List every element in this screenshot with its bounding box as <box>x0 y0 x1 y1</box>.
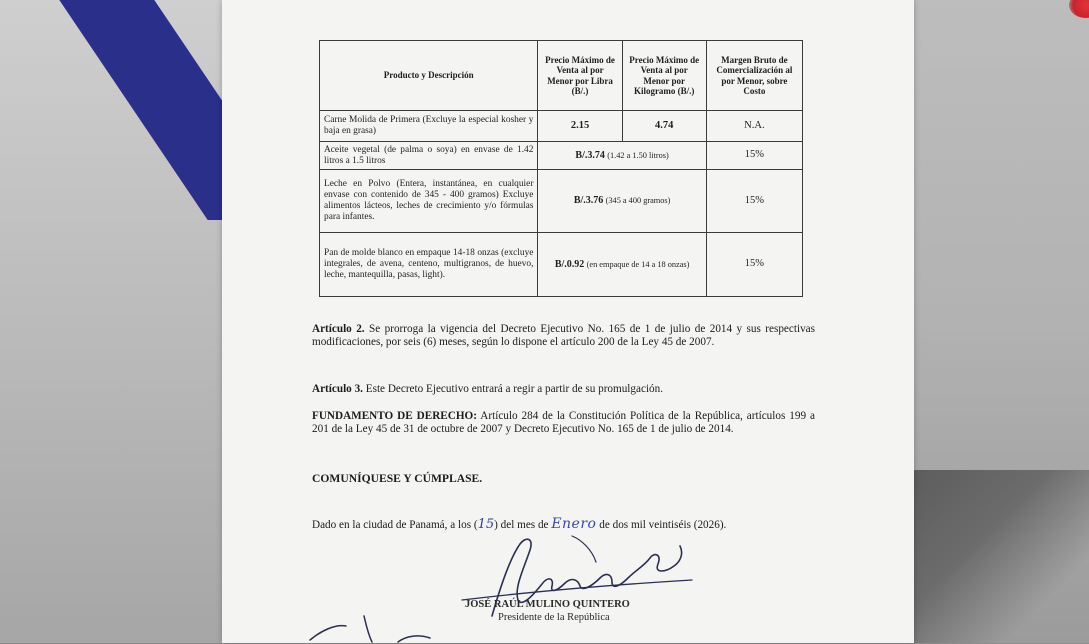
header-margin: Margen Bruto de Comercialización al por Menor, sobre Costo <box>706 41 802 111</box>
background-red-accent <box>1069 0 1089 18</box>
row-margin: 15% <box>706 142 802 170</box>
row-price-libra: 2.15 <box>538 111 622 142</box>
row-price-merged <box>538 233 706 297</box>
header-product: Producto y Descripción <box>320 41 538 111</box>
handwritten-day: 15 <box>477 517 495 532</box>
row-price-note: (1.42 a 1.50 litros) <box>607 150 669 160</box>
background-right-panel <box>904 0 1089 643</box>
row-price-merged <box>538 170 706 233</box>
article-3-label: Artículo 3. <box>312 383 363 395</box>
table-row <box>320 111 803 142</box>
row-margin: 15% <box>706 170 802 233</box>
row-price-main: B/.3.74 <box>575 149 605 161</box>
row-price-kilogramo: 4.74 <box>622 111 706 142</box>
article-2 <box>312 323 815 348</box>
background-blue-stripe <box>32 0 232 220</box>
handwritten-month: Enero <box>551 516 597 532</box>
date-suffix: de dos mil veintiséis (2026). <box>599 519 727 531</box>
row-description: Aceite vegetal (de palma o soya) en envase de 1.42 litros a 1.5 litros <box>320 142 538 170</box>
row-price-merged <box>538 142 706 170</box>
table-row <box>320 233 803 297</box>
row-description: Carne Molida de Primera (Excluye la especial kosher y baja en grasa) <box>320 111 538 142</box>
date-middle: ) del mes de <box>494 519 549 531</box>
fundamento-de-derecho <box>312 410 815 435</box>
row-price-main: B/.0.92 <box>554 258 585 270</box>
document-page <box>222 0 914 643</box>
row-price-note: (345 a 400 gramos) <box>605 196 671 206</box>
row-description: Leche en Polvo (Entera, instantánea, en cualquier envase con contenido de 345 - 400 gramos) Excluye alimentos lácteos, leches de crecimiento y/o fórmulas para infantes. <box>320 170 538 233</box>
background-dark-wedge <box>904 470 1089 643</box>
article-2-text: Se prorroga la vigencia del Decreto Ejecutivo No. 165 de 1 de julio de 2014 y sus respectivas modificaciones, por seis (6) meses, según lo dispone el artículo 200 de la Ley 45 de 2007. <box>312 323 815 348</box>
row-description: Pan de molde blanco en empaque 14-18 onzas (excluye integrales, de avena, centeno, multigranos, de huevo, leche, mantequilla, pasas, light). <box>320 233 538 297</box>
bottom-scribble <box>302 610 442 644</box>
closing-formula: COMUNÍQUESE Y CÚMPLASE. <box>312 472 483 485</box>
background-left-panel <box>0 0 232 643</box>
signer-name: JOSÉ RAÚL MULINO QUINTERO <box>465 599 630 610</box>
article-2-label: Artículo 2. <box>312 323 365 335</box>
table-row <box>320 142 803 170</box>
signer-title: Presidente de la República <box>498 612 610 623</box>
header-price-kilogramo: Precio Máximo de Venta al por Menor por Kilogramo (B/.) <box>622 41 706 111</box>
article-3 <box>312 383 815 396</box>
header-price-libra: Precio Máximo de Venta al por Menor por Libra (B/.) <box>538 41 622 111</box>
price-table <box>319 40 803 297</box>
row-margin: 15% <box>706 233 802 297</box>
date-prefix: Dado en la ciudad de Panamá, a los ( <box>312 519 478 531</box>
row-price-main: B/.3.76 <box>573 195 604 207</box>
row-price-note: (en empaque de 14 a 18 onzas) <box>586 259 690 269</box>
table-header-row <box>320 41 803 111</box>
table-row <box>320 170 803 233</box>
fundamento-text: Artículo 284 de la Constitución Política de la República, artículos 199 a 201 de la Ley 45 de 31 de octubre de 2007 y Decreto Ejecutivo No. 165 de 1 de julio de 2014. <box>312 410 815 435</box>
article-3-text: Este Decreto Ejecutivo entrará a regir a partir de su promulgación. <box>362 383 664 395</box>
fundamento-label: FUNDAMENTO DE DERECHO: <box>312 410 477 422</box>
row-margin: N.A. <box>706 111 802 142</box>
